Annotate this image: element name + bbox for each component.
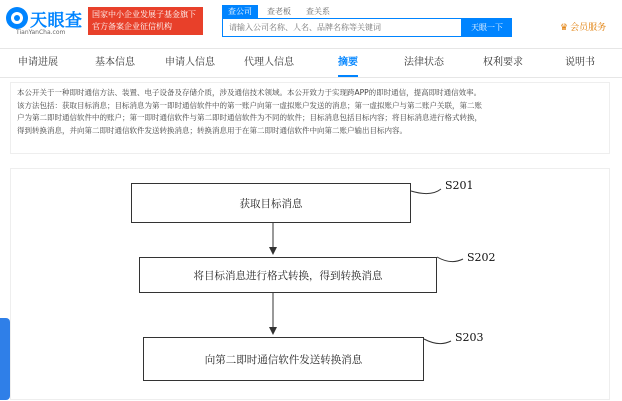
search-tab-boss[interactable]: 查老板 [267,7,291,16]
official-badge[interactable] [88,7,203,35]
flow-step-label: S201 [445,179,474,192]
search-button[interactable]: 天眼一下 [462,18,512,37]
badge-line-1: 国家中小企业发展子基金旗下 [92,10,196,19]
tab-basic-info[interactable]: 基本信息 [95,57,135,68]
abstract-text [10,82,610,154]
flow-step-label: S202 [467,251,496,264]
badge-line-2: 官方备案企业征信机构 [92,22,172,31]
tab-abstract[interactable]: 摘要 [338,49,358,77]
flow-step-box [139,257,437,293]
eye-logo-icon [6,7,28,29]
site-logo[interactable] [6,6,86,38]
flow-step-text: 将目标消息进行格式转换，得到转换消息 [193,270,383,282]
tab-claims[interactable]: 权利要求 [483,57,523,68]
crown-icon: ♛ [560,23,569,33]
patent-tab-nav [0,48,622,78]
abstract-line: 户为第二即时通信软件中的账户；第一即时通信软件与第二即时通信软件为不同的软件；目标消息包括目标内容；将目标消息进行格式转换， [17,113,482,122]
flow-step-box [131,183,411,223]
search-tab-relation[interactable]: 查关系 [306,7,330,16]
tab-legal-status[interactable]: 法律状态 [404,57,444,68]
flow-step-text: 向第二即时通信软件发送转换消息 [204,354,363,366]
flow-step-box [143,337,424,381]
search-input[interactable] [222,18,462,37]
tab-application-progress[interactable]: 申请进展 [18,57,58,68]
tab-applicant-info[interactable]: 申请人信息 [165,57,215,68]
flow-step-label: S203 [455,331,484,344]
flow-step-text: 获取目标消息 [239,198,303,210]
abstract-drawing [10,168,610,400]
site-header [0,0,622,46]
tab-agent-info[interactable]: 代理人信息 [244,57,294,68]
logo-subtitle: TianYanCha.com [16,29,66,36]
tab-description[interactable]: 说明书 [565,57,595,68]
search-type-tabs [222,5,339,18]
vip-label: 会员服务 [570,23,607,33]
abstract-line: 得到转换消息，并向第二即时通信软件发送转换消息；转换消息用于在第二即时通信软件中向第二账户输出目标内容。 [17,125,407,135]
abstract-line: 该方法包括：获取目标消息；目标消息为第一即时通信软件中的第一账户向第一虚拟账户发送的消息；第一虚拟账户与第二账户关联，第二账 [17,100,482,110]
abstract-line: 本公开关于一种即时通信方法、装置、电子设备及存储介质，涉及通信技术领域。本公开致力于实现跨APP的即时通信，提高即时通信效率。 [17,88,482,97]
search-tab-company[interactable]: 查公司 [222,5,258,18]
logo-text: 天眼查 [30,11,83,31]
side-chat-widget[interactable] [0,318,10,400]
vip-service-link[interactable] [560,20,606,33]
